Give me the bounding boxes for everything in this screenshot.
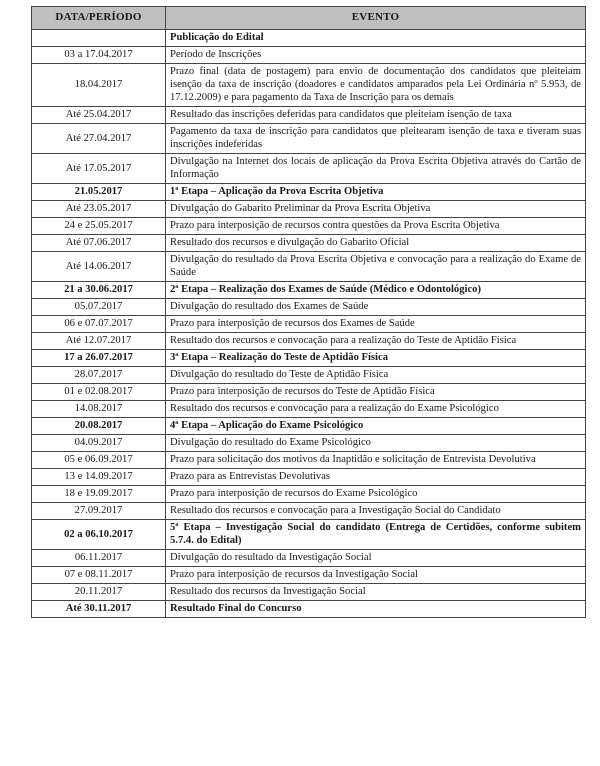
row-event: Divulgação do resultado da Investigação Social xyxy=(166,550,586,567)
table-row xyxy=(32,30,586,47)
table-row xyxy=(32,503,586,520)
header-date: DATA/PERÍODO xyxy=(32,7,166,30)
row-date: Até 14.06.2017 xyxy=(32,252,166,282)
row-date: Até 25.04.2017 xyxy=(32,107,166,124)
row-event: Divulgação do Gabarito Preliminar da Prova Escrita Objetiva xyxy=(166,201,586,218)
row-event: 4ª Etapa – Aplicação do Exame Psicológico xyxy=(166,418,586,435)
row-event: Resultado dos recursos e convocação para a realização do Exame Psicológico xyxy=(166,401,586,418)
row-event: 3ª Etapa – Realização do Teste de Aptidão Física xyxy=(166,350,586,367)
table-row xyxy=(32,299,586,316)
row-date: 20.11.2017 xyxy=(32,584,166,601)
table-row xyxy=(32,282,586,299)
row-event: Prazo final (data de postagem) para envio de documentação dos candidatos que pleiteiam isenção da taxa de inscrição (doadores e candidatos amparados pela Lei Ordinária nº 5.953, de 17.12.2009) e para pagamento da Taxa de Inscrição para os demais xyxy=(166,64,586,107)
header-event: EVENTO xyxy=(166,7,586,30)
table-row xyxy=(32,184,586,201)
row-event: Resultado Final do Concurso xyxy=(166,601,586,618)
table-row xyxy=(32,64,586,107)
row-event: 2ª Etapa – Realização dos Exames de Saúde (Médico e Odontológico) xyxy=(166,282,586,299)
row-event: Divulgação do resultado dos Exames de Saúde xyxy=(166,299,586,316)
row-event: Pagamento da taxa de inscrição para candidatos que pleitearam isenção de taxa e tiveram suas inscrições indeferidas xyxy=(166,124,586,154)
row-date: 17 a 26.07.2017 xyxy=(32,350,166,367)
table-row xyxy=(32,435,586,452)
row-date: 04.09.2017 xyxy=(32,435,166,452)
header-row xyxy=(32,7,586,30)
table-row xyxy=(32,584,586,601)
schedule-body xyxy=(32,30,586,618)
row-event: Prazo para interposição de recursos contra questões da Prova Escrita Objetiva xyxy=(166,218,586,235)
table-row xyxy=(32,235,586,252)
table-row xyxy=(32,316,586,333)
row-event: Prazo para as Entrevistas Devolutivas xyxy=(166,469,586,486)
table-row xyxy=(32,486,586,503)
row-date: 14.08.2017 xyxy=(32,401,166,418)
row-event: Período de Inscrições xyxy=(166,47,586,64)
row-event: Resultado dos recursos e divulgação do Gabarito Oficial xyxy=(166,235,586,252)
row-event: Prazo para interposição de recursos do Teste de Aptidão Física xyxy=(166,384,586,401)
row-date: 28.07.2017 xyxy=(32,367,166,384)
row-event: Resultado dos recursos e convocação para a realização do Teste de Aptidão Física xyxy=(166,333,586,350)
row-event: 1ª Etapa – Aplicação da Prova Escrita Objetiva xyxy=(166,184,586,201)
table-row xyxy=(32,367,586,384)
row-event: Divulgação do resultado da Prova Escrita Objetiva e convocação para a realização do Exame de Saúde xyxy=(166,252,586,282)
row-date: Até 07.06.2017 xyxy=(32,235,166,252)
row-event: Prazo para interposição de recursos do Exame Psicológico xyxy=(166,486,586,503)
row-event: Prazo para solicitação dos motivos da Inaptidão e solicitação de Entrevista Devolutiva xyxy=(166,452,586,469)
row-date: 02 a 06.10.2017 xyxy=(32,520,166,550)
row-date: 05.07.2017 xyxy=(32,299,166,316)
row-date: 06.11.2017 xyxy=(32,550,166,567)
row-date: 21.05.2017 xyxy=(32,184,166,201)
table-row xyxy=(32,469,586,486)
table-row xyxy=(32,418,586,435)
row-event: Divulgação na Internet dos locais de aplicação da Prova Escrita Objetiva através do Cartão de Informação xyxy=(166,154,586,184)
row-date: 18 e 19.09.2017 xyxy=(32,486,166,503)
table-row xyxy=(32,452,586,469)
table-row xyxy=(32,567,586,584)
table-row xyxy=(32,201,586,218)
row-date: 07 e 08.11.2017 xyxy=(32,567,166,584)
row-date: 27.09.2017 xyxy=(32,503,166,520)
table-row xyxy=(32,252,586,282)
row-date: 24 e 25.05.2017 xyxy=(32,218,166,235)
row-date: 03 a 17.04.2017 xyxy=(32,47,166,64)
row-date: 01 e 02.08.2017 xyxy=(32,384,166,401)
row-date: 20.08.2017 xyxy=(32,418,166,435)
row-date: Até 23.05.2017 xyxy=(32,201,166,218)
row-event: Divulgação do resultado do Exame Psicológico xyxy=(166,435,586,452)
table-row xyxy=(32,154,586,184)
table-row xyxy=(32,218,586,235)
row-date: 05 e 06.09.2017 xyxy=(32,452,166,469)
row-event: Prazo para interposição de recursos dos Exames de Saúde xyxy=(166,316,586,333)
row-date: 06 e 07.07.2017 xyxy=(32,316,166,333)
row-event: Prazo para interposição de recursos da Investigação Social xyxy=(166,567,586,584)
table-row xyxy=(32,401,586,418)
row-date: Até 27.04.2017 xyxy=(32,124,166,154)
table-row xyxy=(32,107,586,124)
row-date: 13 e 14.09.2017 xyxy=(32,469,166,486)
table-row xyxy=(32,384,586,401)
table-row xyxy=(32,550,586,567)
table-row xyxy=(32,520,586,550)
row-date xyxy=(32,30,166,47)
row-date: Até 17.05.2017 xyxy=(32,154,166,184)
row-event: Resultado dos recursos da Investigação Social xyxy=(166,584,586,601)
table-row xyxy=(32,124,586,154)
table-row xyxy=(32,333,586,350)
row-date: Até 12.07.2017 xyxy=(32,333,166,350)
row-event: 5ª Etapa – Investigação Social do candidato (Entrega de Certidões, conforme subitem 5.7.4. do Edital) xyxy=(166,520,586,550)
row-date: 18.04.2017 xyxy=(32,64,166,107)
row-event: Resultado dos recursos e convocação para a Investigação Social do Candidato xyxy=(166,503,586,520)
table-row xyxy=(32,350,586,367)
row-date: Até 30.11.2017 xyxy=(32,601,166,618)
row-event: Publicação do Edital xyxy=(166,30,586,47)
table-row xyxy=(32,601,586,618)
row-event: Resultado das inscrições deferidas para candidatos que pleiteiam isenção de taxa xyxy=(166,107,586,124)
table-row xyxy=(32,47,586,64)
row-event: Divulgação do resultado do Teste de Aptidão Física xyxy=(166,367,586,384)
row-date: 21 a 30.06.2017 xyxy=(32,282,166,299)
schedule-table xyxy=(31,6,586,618)
